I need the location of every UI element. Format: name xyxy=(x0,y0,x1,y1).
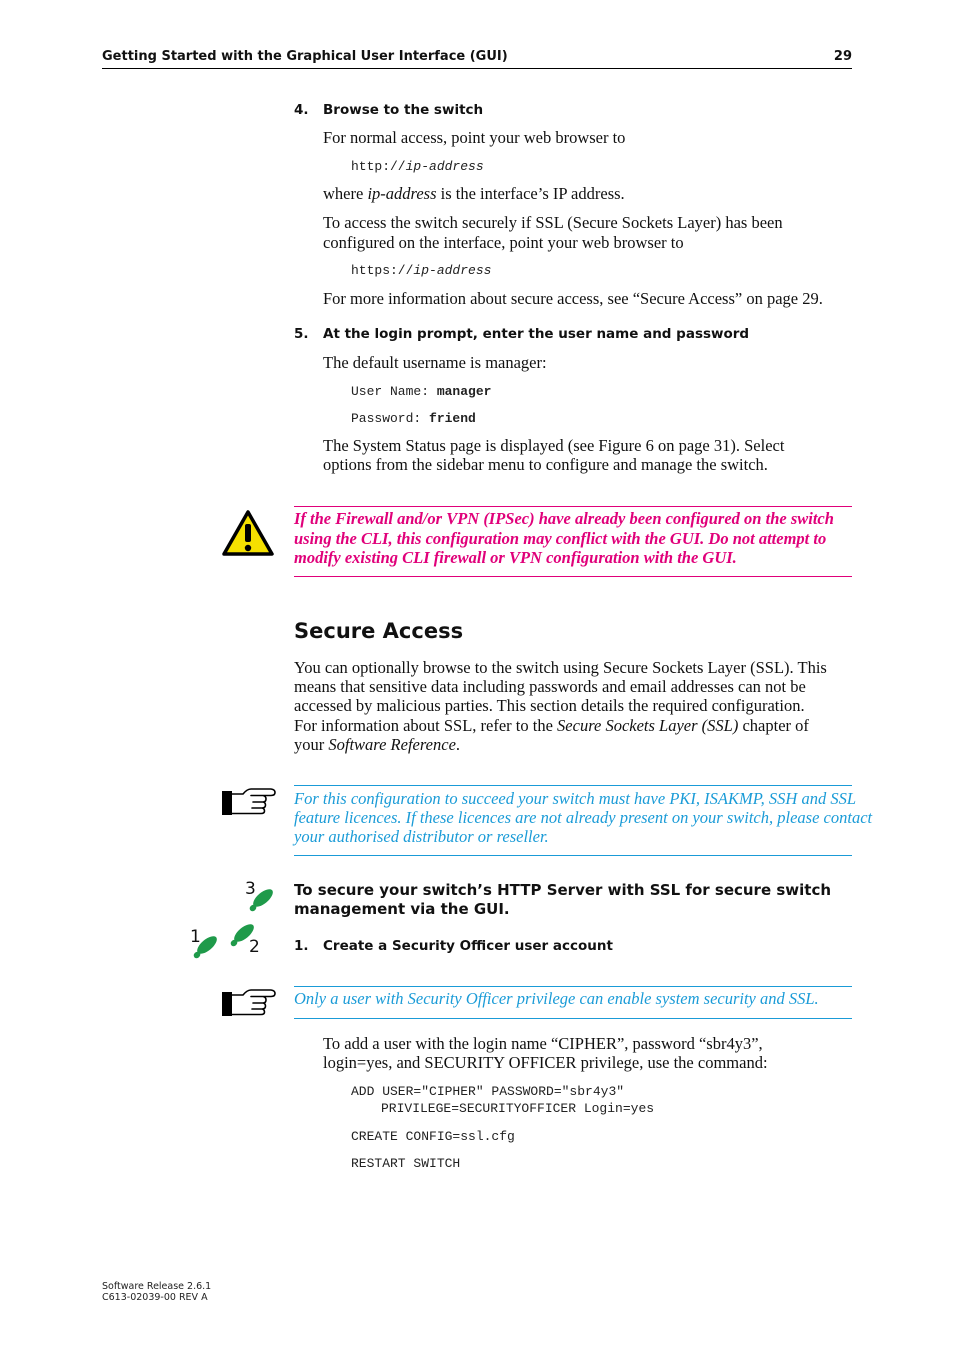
step-5-para-1: The default username is manager: xyxy=(323,353,547,372)
cmd-restart-switch: RESTART SWITCH xyxy=(351,1156,461,1171)
code-http-prefix: http:// xyxy=(351,159,406,174)
code-username-line xyxy=(351,384,491,399)
username-value: manager xyxy=(436,384,492,399)
section-para-line-2: means that sensitive data including passwords and email addresses can not be xyxy=(294,677,806,696)
note-2-top-rule xyxy=(294,986,852,987)
section-para-line-5 xyxy=(294,735,460,755)
note-1-line-3: your authorised distributor or reseller. xyxy=(294,827,549,846)
footstep-number-2: 2 xyxy=(249,937,260,957)
page-header xyxy=(102,49,852,69)
footer-release: Software Release 2.6.1 xyxy=(102,1281,212,1292)
code-https-var: ip-address xyxy=(413,263,492,278)
step-5-para-2-line-1: The System Status page is displayed (see Figure 6 on page 31). Select xyxy=(323,436,785,455)
section-heading: Secure Access xyxy=(294,619,464,643)
cmd-create-config: CREATE CONFIG=ssl.cfg xyxy=(351,1129,515,1144)
step-1-number: 1. xyxy=(294,938,309,954)
procedure-title-line-1: To secure your switch’s HTTP Server with SSL for secure switch xyxy=(294,881,832,899)
warning-line-2: using the CLI, this configuration may conflict with the GUI. Do not attempt to xyxy=(294,529,827,548)
step-4-para-2-line-2: configured on the interface, point your web browser to xyxy=(323,233,684,252)
warning-triangle-icon xyxy=(222,509,274,557)
code-http-url xyxy=(351,159,484,174)
step-4-para-2-line-1: To access the switch securely if SSL (Secure Sockets Layer) has been xyxy=(323,213,783,232)
password-label: Password: xyxy=(351,411,430,426)
step-5-para-2-line-2: options from the sidebar menu to configure and manage the switch. xyxy=(323,455,768,474)
step-4-where-line xyxy=(323,184,625,204)
step-5-title: At the login prompt, enter the user name and password xyxy=(323,326,750,342)
step-1-title: Create a Security Officer user account xyxy=(323,938,613,954)
software-reference: Software Reference xyxy=(328,735,456,754)
section-para-line-3: accessed by malicious parties. This section details the required configuration. xyxy=(294,696,805,715)
ssl-chapter-ref: Secure Sockets Layer (SSL) xyxy=(557,716,739,735)
pointing-hand-icon xyxy=(221,786,277,816)
step-4-para-3: For more information about secure access, see “Secure Access” on page 29. xyxy=(323,289,823,308)
note-1-top-rule xyxy=(294,785,852,786)
cmd-add-user-line-1: ADD USER="CIPHER" PASSWORD="sbr4y3" xyxy=(351,1084,625,1099)
cmd-intro-line-2: login=yes, and SECURITY OFFICER privilege, use the command: xyxy=(323,1053,768,1072)
footsteps-icon xyxy=(188,878,282,964)
username-label: User Name: xyxy=(351,384,437,399)
where-pre: where xyxy=(323,184,368,203)
code-password-line xyxy=(351,411,476,426)
step-4-number: 4. xyxy=(294,102,309,118)
footstep-number-1: 1 xyxy=(190,927,201,947)
code-https-url xyxy=(351,263,491,278)
header-title: Getting Started with the Graphical User Interface (GUI) xyxy=(102,49,508,64)
line5-pre: your xyxy=(294,735,329,754)
footer-doc-number: C613-02039-00 REV A xyxy=(102,1292,208,1303)
section-para-line-1: You can optionally browse to the switch using Secure Sockets Layer (SSL). This xyxy=(294,658,827,677)
cmd-add-user-line-2: PRIVILEGE=SECURITYOFFICER Login=yes xyxy=(381,1101,655,1116)
code-http-var: ip-address xyxy=(405,159,484,174)
pointing-hand-icon xyxy=(221,987,277,1017)
section-para-line-4 xyxy=(294,716,809,736)
step-4-title: Browse to the switch xyxy=(323,102,484,118)
line5-post: . xyxy=(455,735,461,754)
page-number: 29 xyxy=(833,49,852,64)
warning-line-1: If the Firewall and/or VPN (IPSec) have already been configured on the switch xyxy=(294,509,834,528)
where-post: is the interface’s IP address. xyxy=(436,184,625,203)
note-1-bottom-rule xyxy=(294,855,852,856)
warning-top-rule xyxy=(294,506,852,507)
step-4-para-1: For normal access, point your web browser to xyxy=(323,128,626,147)
line4-pre: For information about SSL, refer to the xyxy=(294,716,558,735)
warning-bottom-rule xyxy=(294,576,852,577)
procedure-title-line-2: management via the GUI. xyxy=(294,900,510,918)
note-1-line-1: For this configuration to succeed your switch must have PKI, ISAKMP, SSH and SSL xyxy=(294,789,857,808)
code-https-prefix: https:// xyxy=(351,263,414,278)
note-2-text: Only a user with Security Officer privilege can enable system security and SSL. xyxy=(294,989,819,1008)
cmd-intro-line-1: To add a user with the login name “CIPHER”, password “sbr4y3”, xyxy=(323,1034,763,1053)
where-var: ip-address xyxy=(367,184,437,203)
note-1-line-2: feature licences. If these licences are not already present on your switch, please contact xyxy=(294,808,873,827)
footstep-number-3: 3 xyxy=(245,879,256,899)
password-value: friend xyxy=(429,411,476,426)
line4-post: chapter of xyxy=(738,716,809,735)
warning-line-3: modify existing CLI firewall or VPN configuration with the GUI. xyxy=(294,548,737,567)
step-5-number: 5. xyxy=(294,326,309,342)
note-2-bottom-rule xyxy=(294,1018,852,1019)
